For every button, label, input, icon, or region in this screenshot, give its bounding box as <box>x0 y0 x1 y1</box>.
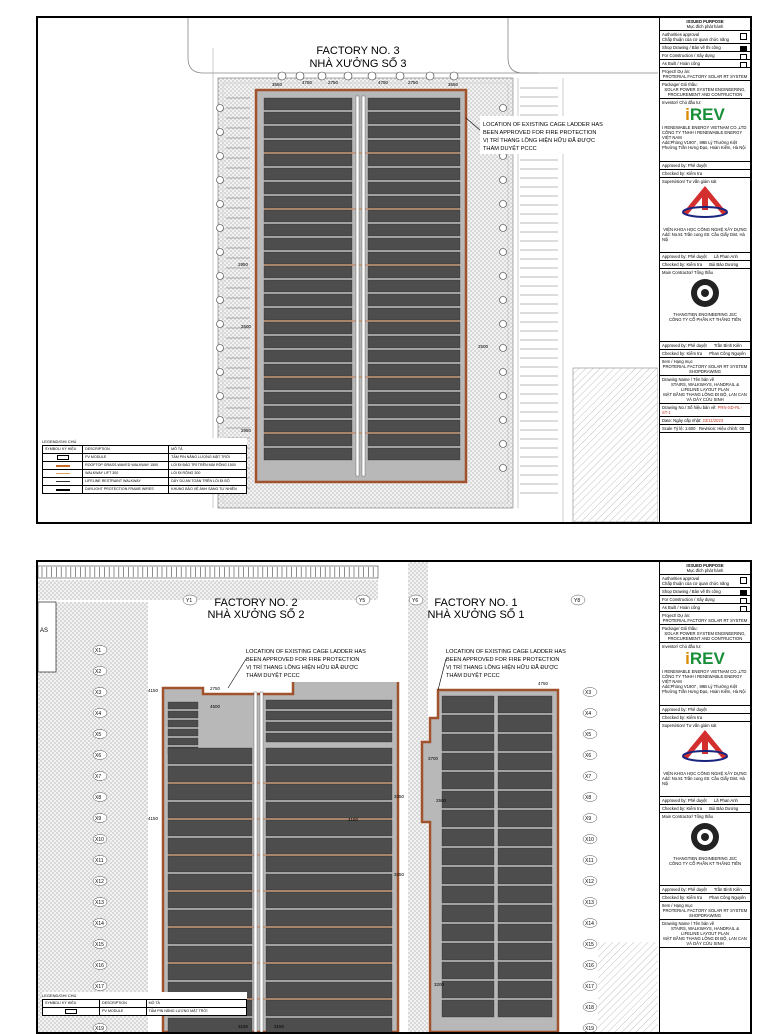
dim-label: 2500 <box>241 324 252 329</box>
dim-label: 4750 <box>302 80 313 85</box>
callout-line-4: THẨM DUYỆT PCCC <box>446 673 500 679</box>
legend-desc-vi: LỐI ĐI BẢO TRÌ TRÊN MÁI RỘNG 1500 <box>169 462 247 470</box>
pv-panel-row <box>264 420 352 432</box>
pv-panel-row <box>368 434 460 446</box>
legend-header: MÔ TẢ <box>146 1000 246 1008</box>
pv-panel-row <box>264 378 352 390</box>
tb-investor-addr: Add:Phòng V1907 , 89B Lý Thường Kiệt Phường Trần Hưng Đạo, Hoàn Kiếm, Hà Nội <box>662 684 746 694</box>
grid-label: X8 <box>585 795 592 801</box>
tb-project-label: Project/ Dự án: <box>662 613 691 618</box>
tb-issued-purpose: ISSUED PURPOSE <box>686 563 724 568</box>
grid-label: Y8 <box>574 598 581 604</box>
pv-panel-row <box>264 238 352 250</box>
legend-header: SYMBOL/ KÝ HIỆU <box>43 1000 100 1008</box>
tb-approval: Authorities approval <box>662 576 700 581</box>
tb-drawing-name-vi: MẶT BẰNG THANG LỒNG ĐI BỘ, LAN CAN VÀ DÂY CỨU SINH <box>663 392 747 402</box>
callout-line-1: LOCATION OF EXISTING CAGE LADDER HAS <box>446 649 566 655</box>
tb-as-built: As Built / Hoàn công <box>662 605 700 610</box>
pv-panel-row <box>368 224 460 236</box>
dim-label: 2950 <box>241 428 252 433</box>
legend-desc-vi: DÂY DÙ AN TOÀN TRÊN LỐI ĐI BỘ <box>169 478 247 486</box>
factory-title: FACTORY NO. 3 <box>316 45 400 57</box>
pv-panel-row <box>368 238 460 250</box>
tb-checked-by: Checked by: Kiểm tra <box>662 806 703 811</box>
tb-issued-purpose: ISSUED PURPOSE <box>686 19 724 24</box>
tb-scale: 1:600 <box>684 426 696 431</box>
dim-label: 4750 <box>538 681 549 686</box>
dim-label: 3350 <box>394 794 405 799</box>
pv-panel-row <box>264 210 352 222</box>
pv-panel-row <box>368 126 460 138</box>
tb-date-label: Date: Ngày cấp nhật: <box>662 418 702 423</box>
tb-con-drawer: Phan Công Nguyên <box>709 351 746 356</box>
tb-investor-label: Investor/ Chủ đầu tư: <box>662 100 702 105</box>
pv-panel-row <box>264 140 352 152</box>
pv-panel-row <box>368 140 460 152</box>
tb-supervision-addr: Add: No.81 Trần cung Str. Cầu Giấy Dist. Hà Nội <box>662 776 745 786</box>
tb-checked-by: Checked by: Kiểm tra <box>662 351 703 356</box>
legend-desc: LIFELINE RESTRAINT WALKWAY <box>83 478 169 486</box>
pv-panel-row <box>368 406 460 418</box>
pv-panel-row <box>264 196 352 208</box>
tb-contractor-name: THANGTIEN ENGINEERING JSC <box>673 856 737 861</box>
tb-sup-approver: Lã Phan Anh <box>713 798 738 803</box>
tb-checked-by: Checked by: Kiểm tra <box>662 895 703 900</box>
grid-label: X3 <box>95 690 102 696</box>
tb-investor-name: I RENEWABLE ENERGY VIETNAM CO.,LTD <box>662 125 747 130</box>
pv-panel-row <box>368 448 460 460</box>
callout-line-3: VỊ TRÍ THANG LỒNG HIỆN HỮU ĐÃ ĐƯỢC <box>246 665 359 671</box>
dim-label: 2750 <box>408 80 419 85</box>
pv-panel-row <box>264 280 352 292</box>
tb-contractor-label: Main Contractor/ Tổng thầu <box>662 270 713 275</box>
tb-investor-name: I RENEWABLE ENERGY VIETNAM CO.,LTD <box>662 669 747 674</box>
dim-label: 2950 <box>238 262 249 267</box>
tb-sup-approver: Lã Phan Anh <box>713 254 738 259</box>
pv-panel-row <box>264 98 352 110</box>
tb-checked-by: Checked by: Kiểm tra <box>662 715 703 720</box>
grid-label: X9 <box>95 816 102 822</box>
tb-item-label: Item / Hạng mục <box>662 903 693 908</box>
pv-panel-row <box>368 210 460 222</box>
tb-supervision-name: VIỆN KHOA HỌC CÔNG NGHỆ XÂY DỰNG <box>663 771 747 776</box>
tb-contractor-name-vi: CÔNG TY CỔ PHẦN KT THẮNG TIẾN <box>669 317 741 322</box>
callout-line-1: LOCATION OF EXISTING CAGE LADDER HAS <box>246 649 366 655</box>
pv-panel-row <box>368 392 460 404</box>
grid-label: X12 <box>585 879 594 885</box>
tb-drawing-no: PRN-SD-RL-ST-1 <box>662 405 742 415</box>
tb-item-name: PROTERIAL FACTORY SOLAR RT SYSTEM SHOPDRAWING <box>662 908 748 918</box>
pv-panel-row <box>264 266 352 278</box>
tb-issued-purpose-vi: Mục đích phát hành <box>686 568 724 573</box>
title-block-2 <box>659 562 750 1032</box>
legend-desc: DAYLIGHT PROTECTION FRAME WIRES <box>83 486 169 494</box>
tb-shop-drawing: Shop Drawing / Bản vẽ thi công <box>662 589 721 594</box>
grid-label: X4 <box>585 711 592 717</box>
title-block-1 <box>659 18 750 522</box>
tb-supervision-name: VIỆN KHOA HỌC CÔNG NGHỆ XÂY DỰNG <box>663 227 747 232</box>
grid-label: X6 <box>95 753 102 759</box>
tb-project-label: Project/ Dự án: <box>662 69 691 74</box>
tb-drawing-name-vi: MẶT BẰNG THANG LỒNG ĐI BỘ, LAN CAN VÀ DÂY CỨU SINH <box>663 936 747 946</box>
grid-label: X2 <box>95 669 102 675</box>
tb-drawing-name: STAIRS, WALKWAYS, HANDRAIL & LIFELINE LAYOUT PLAN <box>670 926 740 936</box>
pv-panel-row <box>368 182 460 194</box>
grid-label: X5 <box>95 732 102 738</box>
tb-package-name: SOLAR POWER SYSTEM ENGINEERING, PROCUREMENT AND CONTRUCTION <box>664 631 746 641</box>
tb-package-label: Package/ Gói thầu: <box>662 82 698 87</box>
tb-issued-purpose-vi: Mục đích phát hành <box>686 24 724 29</box>
tb-approved-by: Approved by: Phê duyệt <box>662 254 707 259</box>
irev-logo-i: i <box>685 649 690 668</box>
pv-panel-row <box>368 420 460 432</box>
callout-line-3: VỊ TRÍ THANG LỒNG HIỆN HỮU ĐÃ ĐƯỢC <box>483 138 596 144</box>
irev-logo-text: REV <box>689 649 725 668</box>
pv-panel-row <box>264 252 352 264</box>
irev-logo-text: REV <box>689 105 725 124</box>
legend-desc-vi: TẤM PIN NĂNG LƯỢNG MẶT TRỜI <box>169 454 247 462</box>
legend-header: SYMBOL/ KÝ HIỆU <box>43 446 83 454</box>
legend-desc-vi: LỐI ĐI RỘNG 300 <box>169 470 247 478</box>
grid-label: X7 <box>95 774 102 780</box>
callout-line-4: THẨM DUYỆT PCCC <box>483 146 537 152</box>
dim-label: 4500 <box>210 704 221 709</box>
legend-desc: PV MODULE <box>100 1008 146 1016</box>
grid-label: X19 <box>95 1026 104 1032</box>
pv-panel-row <box>368 252 460 264</box>
grid-label: X16 <box>585 963 594 969</box>
tb-checked-by: Checked by: Kiểm tra <box>662 171 703 176</box>
pv-panel-row <box>368 280 460 292</box>
tb-rev: 00 <box>739 426 745 431</box>
dim-label: 3150 <box>274 1024 285 1029</box>
grid-label: X17 <box>585 984 594 990</box>
irev-logo <box>662 105 748 125</box>
grid-label: X14 <box>585 921 594 927</box>
thangtien-logo <box>662 819 748 855</box>
callout-line-2: BEEN APPROVED FOR FIRE PROTECTION <box>246 657 360 663</box>
pv-panel-row <box>368 154 460 166</box>
pv-panel-row <box>264 434 352 446</box>
pv-panel-row <box>264 112 352 124</box>
dim-label: 3550 <box>448 82 459 87</box>
pv-panel-row <box>264 350 352 362</box>
tb-project-name: PROTERIAL FACTORY SOLAR RT SYSTEM <box>662 74 748 79</box>
pv-panel-row <box>368 98 460 110</box>
tb-approved-by: Approved by: Phê duyệt <box>662 343 707 348</box>
tb-drawing-no-label: Drawing No./ Số hiệu bản vẽ: <box>662 405 717 410</box>
tb-package-label: Package/ Gói thầu: <box>662 626 698 631</box>
pv-panel-row <box>368 308 460 320</box>
pv-panel-row <box>264 294 352 306</box>
tb-con-drawer: Phan Công Nguyên <box>709 895 746 900</box>
dim-label: 3200 <box>434 982 445 987</box>
pv-panel-row <box>264 322 352 334</box>
thangtien-logo <box>662 275 748 311</box>
tb-construction: For Construction / Xây dựng <box>662 597 715 602</box>
legend-desc-vi: TẤM PIN NĂNG LƯỢNG MẶT TRỜI <box>146 1008 246 1016</box>
central-walkway <box>356 96 359 476</box>
pv-panel-row <box>264 168 352 180</box>
grid-label: X3 <box>585 690 592 696</box>
pv-panel-row <box>264 364 352 376</box>
grid-label: Y1 <box>186 598 193 604</box>
callout-line-2: BEEN APPROVED FOR FIRE PROTECTION <box>483 130 597 136</box>
grid-label: X1 <box>95 648 102 654</box>
grid-label: X10 <box>95 837 104 843</box>
tb-supervision-addr: Add: No.81 Trần cung Str. Cầu Giấy Dist. Hà Nội <box>662 232 745 242</box>
dim-label: 4750 <box>378 80 389 85</box>
tb-contractor-label: Main Contractor/ Tổng thầu <box>662 814 713 819</box>
tb-drawing-name: STAIRS, WALKWAYS, HANDRAIL & LIFELINE LAYOUT PLAN <box>670 382 740 392</box>
grid-label: X12 <box>95 879 104 885</box>
dim-label: 3150 <box>238 1024 249 1029</box>
tb-supervision-label: Supervision/ Tư vấn giám sát <box>662 179 717 184</box>
grid-label: X9 <box>585 816 592 822</box>
dim-label: 3700 <box>428 756 439 761</box>
grid-label: X13 <box>585 900 594 906</box>
pv-panel-row <box>368 378 460 390</box>
tb-item-label: Item / Hạng mục <box>662 359 693 364</box>
tb-approval: Authorities approval <box>662 32 700 37</box>
tb-contractor-name-vi: CÔNG TY CỔ PHẦN KT THẮNG TIẾN <box>669 861 741 866</box>
tb-drawing-name-label: Drawing Name / Tên bản vẽ <box>662 921 715 926</box>
pv-panel-row <box>368 322 460 334</box>
tb-contractor-name: THANGTIEN ENGINEERING JSC <box>673 312 737 317</box>
tb-construction: For Construction / Xây dựng <box>662 53 715 58</box>
legend-header: DESCRIPTION <box>100 1000 146 1008</box>
tb-investor-label: Investor/ Chủ đầu tư: <box>662 644 702 649</box>
legend <box>42 438 247 494</box>
approval-checkbox[interactable] <box>740 33 747 40</box>
grid-label: X19 <box>585 1026 594 1032</box>
tb-investor-name-vi: CÔNG TY TNHH I RENEWABLE ENERGY VIỆT NAM <box>662 130 743 140</box>
tb-rev-label: Revision: Hiệu chỉnh: <box>698 426 739 431</box>
grid-label: X5 <box>585 732 592 738</box>
tb-as-built: As Built / Hoàn công <box>662 61 700 66</box>
legend-header: MÔ TẢ <box>169 446 247 454</box>
tb-drawing-name-label: Drawing Name / Tên bản vẽ <box>662 377 715 382</box>
grid-label: X4 <box>95 711 102 717</box>
legend-title: LEGEND/GHI CHÚ <box>42 439 77 444</box>
grid-label: X11 <box>585 858 594 864</box>
pv-panel-row <box>368 266 460 278</box>
legend-header: DESCRIPTION <box>83 446 169 454</box>
tb-investor-name-vi: CÔNG TY TNHH I RENEWABLE ENERGY VIỆT NAM <box>662 674 743 684</box>
pv-panel-row <box>264 448 352 460</box>
tb-approved-by: Approved by: Phê duyệt <box>662 707 707 712</box>
pv-panel-row <box>264 406 352 418</box>
legend-desc: ROOFTOP GRASS-WAVED WALKWAY 1500 <box>83 462 169 470</box>
tb-con-approver: Trần Bình Kiên <box>713 887 742 892</box>
ibst-logo <box>662 728 748 770</box>
factory-1-title-vi: NHÀ XƯỞNG SỐ 1 <box>427 609 525 621</box>
site-plan-factory-1-2 <box>38 562 658 1032</box>
grid-label: X16 <box>95 963 104 969</box>
svg-text:AS: AS <box>40 628 49 634</box>
pv-panel-array-factory-2 <box>168 700 392 1032</box>
grid-label: Y6 <box>412 598 419 604</box>
grid-label: X7 <box>585 774 592 780</box>
grid-label: Y5 <box>359 598 366 604</box>
pv-panel-row <box>264 182 352 194</box>
factory-2-title-vi: NHÀ XƯỞNG SỐ 2 <box>207 609 305 621</box>
drawing-sheet-2 <box>36 560 752 1034</box>
legend-2 <box>42 992 247 1016</box>
approval-checkbox[interactable] <box>740 577 747 584</box>
irev-logo-i: i <box>685 105 690 124</box>
legend-desc-vi: KHUNG BẢO VỆ ÁNH SÁNG TỰ NHIÊN <box>169 486 247 494</box>
pv-panel-row <box>264 392 352 404</box>
tb-shop-drawing: Shop Drawing / Bản vẽ thi công <box>662 45 721 50</box>
pv-panel-row <box>264 224 352 236</box>
tb-approval-vi: Chấp thuận của cơ quan chức năng <box>662 581 730 586</box>
grid-label: X13 <box>95 900 104 906</box>
tb-approved-by: Approved by: Phê duyệt <box>662 798 707 803</box>
dim-label: 3550 <box>272 82 283 87</box>
tb-scale-label: Scale Tỷ lệ: <box>662 426 684 431</box>
callout-line-2: BEEN APPROVED FOR FIRE PROTECTION <box>446 657 560 663</box>
legend-desc: PV MODULE <box>83 454 169 462</box>
pv-panel-row <box>368 196 460 208</box>
tb-sup-checker: Bùi Bảo Dương <box>709 262 739 267</box>
factory-1-title: FACTORY NO. 1 <box>434 597 518 609</box>
drawing-sheet-1 <box>36 16 752 524</box>
factory-title-vi: NHÀ XƯỞNG SỐ 3 <box>309 58 407 70</box>
dim-label: 2500 <box>436 798 447 803</box>
ibst-logo <box>662 184 748 226</box>
pv-panel-row <box>368 112 460 124</box>
legend-title: LEGEND/GHI CHÚ <box>42 993 77 998</box>
tb-project-name: PROTERIAL FACTORY SOLAR RT SYSTEM <box>662 618 748 623</box>
tb-item-name: PROTERIAL FACTORY SOLAR RT SYSTEM SHOPDRAWING <box>662 364 748 374</box>
pv-panel-row <box>264 308 352 320</box>
tb-sup-checker: Bùi Bảo Dương <box>709 806 739 811</box>
dim-label: 2500 <box>478 344 489 349</box>
callout-line-1: LOCATION OF EXISTING CAGE LADDER HAS <box>483 122 603 128</box>
pv-panel-row <box>368 350 460 362</box>
pv-panel-row <box>368 168 460 180</box>
dim-label: 4150 <box>348 817 359 822</box>
grid-label: X8 <box>95 795 102 801</box>
dim-label: 2750 <box>328 80 339 85</box>
dim-label: 2750 <box>210 686 221 691</box>
tb-package-name: SOLAR POWER SYSTEM ENGINEERING, PROCUREMENT AND CONTRUCTION <box>664 87 746 97</box>
dim-label: 4150 <box>148 688 159 693</box>
pv-panel-row <box>368 364 460 376</box>
grid-label: X11 <box>95 858 104 864</box>
tb-approved-by: Approved by: Phê duyệt <box>662 887 707 892</box>
pv-panel-row <box>368 294 460 306</box>
dim-label: 3350 <box>394 872 405 877</box>
irev-logo <box>662 649 748 669</box>
grid-label: X15 <box>95 942 104 948</box>
pv-panel-row <box>368 336 460 348</box>
tb-con-approver: Trần Bình Kiên <box>713 343 742 348</box>
grid-label: X6 <box>585 753 592 759</box>
tb-supervision-label: Supervision/ Tư vấn giám sát <box>662 723 717 728</box>
factory-2-title: FACTORY NO. 2 <box>214 597 298 609</box>
pv-panel-row <box>264 154 352 166</box>
tb-checked-by: Checked by: Kiểm tra <box>662 262 703 267</box>
tb-approval-vi: Chấp thuận của cơ quan chức năng <box>662 37 730 42</box>
dim-label: 4150 <box>148 816 159 821</box>
grid-label: X10 <box>585 837 594 843</box>
pv-panel-row <box>264 126 352 138</box>
grid-label: X15 <box>585 942 594 948</box>
pv-panel-row <box>264 336 352 348</box>
grid-label: X18 <box>585 1005 594 1011</box>
tb-investor-addr: Add:Phòng V1907 , 89B Lý Thường Kiệt Phường Trần Hưng Đạo, Hoàn Kiếm, Hà Nội <box>662 140 746 150</box>
tb-date: 23/11/2023 <box>702 418 724 423</box>
grid-label: X14 <box>95 921 104 927</box>
grid-label: X17 <box>95 984 104 990</box>
legend-desc: WALKWAY LIFT 300 <box>83 470 169 478</box>
callout-line-3: VỊ TRÍ THANG LỒNG HIỆN HỮU ĐÃ ĐƯỢC <box>446 665 559 671</box>
tb-approved-by: Approved by: Phê duyệt <box>662 163 707 168</box>
callout-line-4: THẨM DUYỆT PCCC <box>246 673 300 679</box>
legend-table <box>42 445 247 494</box>
